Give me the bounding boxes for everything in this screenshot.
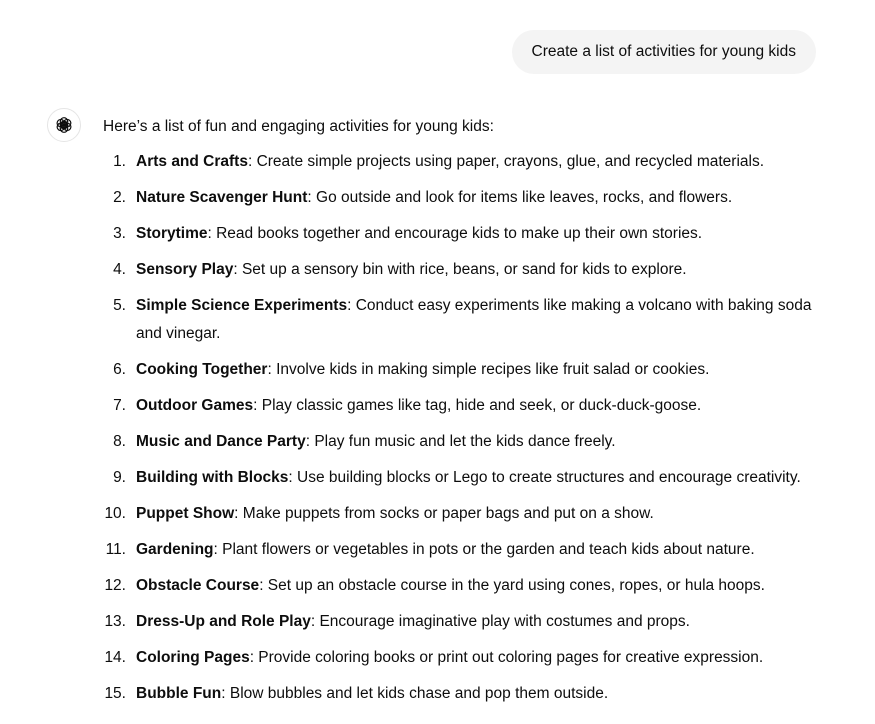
assistant-avatar (47, 108, 81, 142)
list-item-number: 4. (113, 261, 126, 278)
list-item-title: Building with Blocks (136, 469, 289, 486)
list-item-title: Arts and Crafts (136, 153, 248, 170)
list-item-description: : Make puppets from socks or paper bags and put on a show. (234, 505, 654, 522)
list-item-title: Coloring Pages (136, 649, 250, 666)
openai-logo-icon (54, 115, 74, 135)
list-item (103, 428, 823, 456)
list-item-description: : Play classic games like tag, hide and seek, or duck-duck-goose. (253, 397, 702, 414)
list-item-number: 13. (104, 613, 126, 630)
list-item-title: Simple Science Experiments (136, 297, 348, 314)
list-item (103, 500, 823, 528)
list-item-title: Gardening (136, 541, 214, 558)
list-item-number: 11. (105, 541, 126, 558)
list-item-number: 10. (104, 505, 126, 522)
list-item-title: Bubble Fun (136, 685, 222, 702)
list-item-title: Music and Dance Party (136, 433, 306, 450)
list-item-title: Cooking Together (136, 361, 268, 378)
list-item-title: Puppet Show (136, 505, 235, 522)
list-item (103, 608, 823, 636)
list-item (103, 680, 823, 708)
list-item (103, 464, 823, 492)
list-item-number: 2. (113, 189, 126, 206)
list-item (103, 356, 823, 384)
assistant-message (103, 116, 823, 716)
list-item-number: 6. (113, 361, 126, 378)
list-item-number: 3. (113, 225, 126, 242)
list-item-description: : Encourage imaginative play with costumes and props. (310, 613, 690, 630)
list-item-number: 8. (113, 433, 126, 450)
list-item-number: 5. (113, 297, 126, 314)
list-item (103, 292, 823, 348)
list-item-description: : Go outside and look for items like leaves, rocks, and flowers. (307, 189, 733, 206)
list-item-description: : Plant flowers or vegetables in pots or the garden and teach kids about nature. (213, 541, 755, 558)
list-item-description: : Provide coloring books or print out coloring pages for creative expression. (249, 649, 764, 666)
list-item-number: 15. (104, 685, 126, 702)
user-message-bubble: Create a list of activities for young kids (512, 30, 816, 74)
list-item-title: Obstacle Course (136, 577, 260, 594)
list-item (103, 184, 823, 212)
list-item-description: : Play fun music and let the kids dance freely. (305, 433, 616, 450)
list-item (103, 572, 823, 600)
list-item (103, 256, 823, 284)
list-item-title: Dress-Up and Role Play (136, 613, 311, 630)
list-item-number: 9. (113, 469, 126, 486)
list-item-description: : Create simple projects using paper, crayons, glue, and recycled materials. (247, 153, 765, 170)
list-item-number: 14. (104, 649, 126, 666)
list-item-description: : Conduct easy experiments like making a volcano with baking soda and vinegar. (136, 297, 812, 342)
list-item (103, 644, 823, 672)
list-item-number: 7. (113, 397, 126, 414)
list-item (103, 536, 823, 564)
list-item-description: : Use building blocks or Lego to create structures and encourage creativity. (288, 469, 801, 486)
list-item-number: 1. (113, 153, 126, 170)
list-item-description: : Set up a sensory bin with rice, beans, or sand for kids to explore. (233, 261, 687, 278)
list-item-title: Sensory Play (136, 261, 234, 278)
list-item-title: Outdoor Games (136, 397, 254, 414)
list-item-description: : Set up an obstacle course in the yard using cones, ropes, or hula hoops. (259, 577, 765, 594)
assistant-intro: Here’s a list of fun and engaging activities for young kids: (103, 118, 494, 135)
list-item-description: : Blow bubbles and let kids chase and pop them outside. (221, 685, 609, 702)
list-item (103, 392, 823, 420)
list-item-description: : Involve kids in making simple recipes like fruit salad or cookies. (267, 361, 710, 378)
list-item (103, 220, 823, 248)
list-item-title: Storytime (136, 225, 208, 242)
list-item-number: 12. (104, 577, 126, 594)
list-item (103, 148, 823, 176)
list-item-title: Nature Scavenger Hunt (136, 189, 308, 206)
list-item-description: : Read books together and encourage kids to make up their own stories. (207, 225, 703, 242)
user-message-row (512, 30, 816, 74)
activity-list (103, 148, 823, 708)
